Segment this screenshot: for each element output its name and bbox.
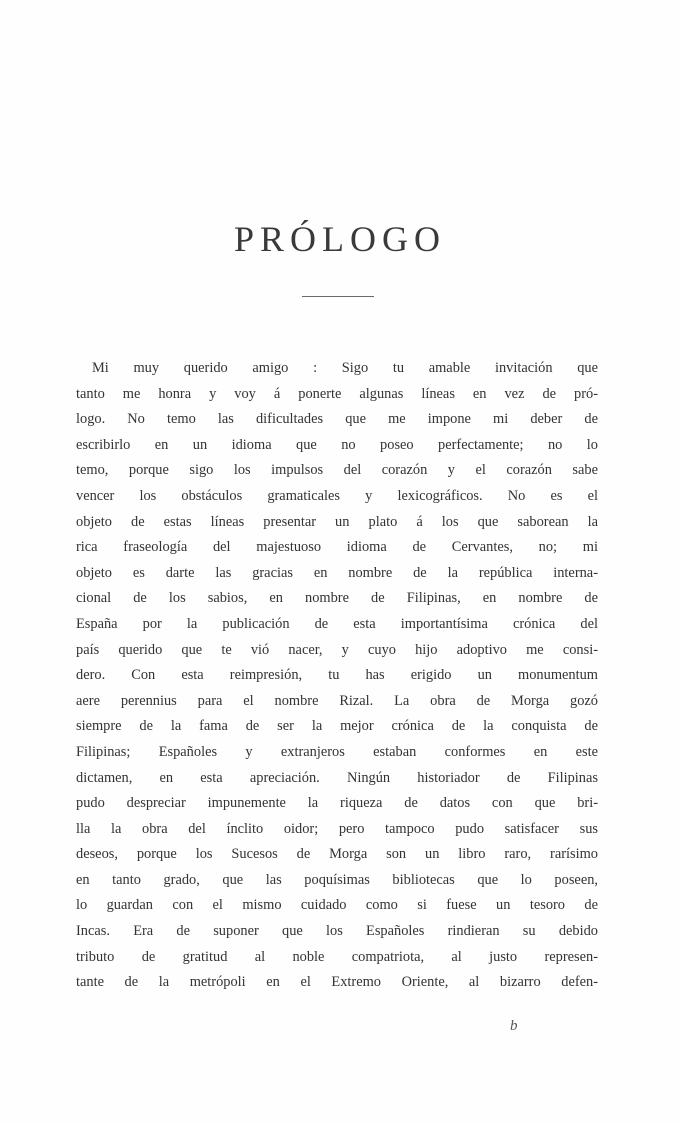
- title-divider: [302, 296, 374, 297]
- body-text: [76, 356, 598, 996]
- text-line: tante de la metrópoli en el Extremo Oriente, al bizarro defen-: [76, 974, 598, 991]
- text-line: Filipinas; Españoles y extranjeros estaban conformes en este: [76, 743, 598, 760]
- text-line: temo, porque sigo los impulsos del corazón y el corazón sabe: [76, 462, 598, 479]
- text-line: objeto es darte las gracias en nombre de la república interna-: [76, 564, 598, 581]
- text-line: lo guardan con el mismo cuidado como si fuese un tesoro de: [76, 897, 598, 914]
- text-line: deseos, porque los Sucesos de Morga son un libro raro, rarísimo: [76, 846, 598, 863]
- text-line: país querido que te vió nacer, y cuyo hijo adoptivo me consi-: [76, 641, 598, 658]
- text-line: objeto de estas líneas presentar un plato á los que saborean la: [76, 513, 598, 530]
- text-line: rica fraseología del majestuoso idioma de Cervantes, no; mi: [76, 539, 598, 556]
- text-line: tributo de gratitud al noble compatriota, al justo represen-: [76, 948, 598, 965]
- text-line: España por la publicación de esta importantísima crónica del: [76, 615, 598, 632]
- text-line: en tanto grado, que las poquísimas bibliotecas que lo poseen,: [76, 871, 598, 888]
- text-line: Mi muy querido amigo : Sigo tu amable invitación que: [92, 360, 598, 376]
- text-line: siempre de la fama de ser la mejor crónica de la conquista de: [76, 718, 598, 735]
- text-line: dictamen, en esta apreciación. Ningún historiador de Filipinas: [76, 769, 598, 786]
- text-line: cional de los sabios, en nombre de Filipinas, en nombre de: [76, 590, 598, 607]
- signature-mark: b: [510, 1018, 518, 1034]
- text-line: dero. Con esta reimpresión, tu has erigido un monumentum: [76, 667, 598, 684]
- text-line: aere perennius para el nombre Rizal. La obra de Morga gozó: [76, 692, 598, 709]
- text-line: tanto me honra y voy á ponerte algunas líneas en vez de pró-: [76, 385, 598, 402]
- page-title: PRÓLOGO: [233, 219, 446, 259]
- text-line: vencer los obstáculos gramaticales y lexicográficos. No es el: [76, 487, 598, 504]
- text-line: lla la obra del ínclito oidor; pero tampoco pudo satisfacer sus: [76, 820, 598, 837]
- text-line: pudo despreciar impunemente la riqueza de datos con que bri-: [76, 795, 598, 812]
- text-line: Incas. Era de suponer que los Españoles rindieran su debido: [76, 923, 598, 940]
- text-line: escribirlo en un idioma que no poseo perfectamente; no lo: [76, 436, 598, 453]
- text-line: logo. No temo las dificultades que me impone mi deber de: [76, 411, 598, 428]
